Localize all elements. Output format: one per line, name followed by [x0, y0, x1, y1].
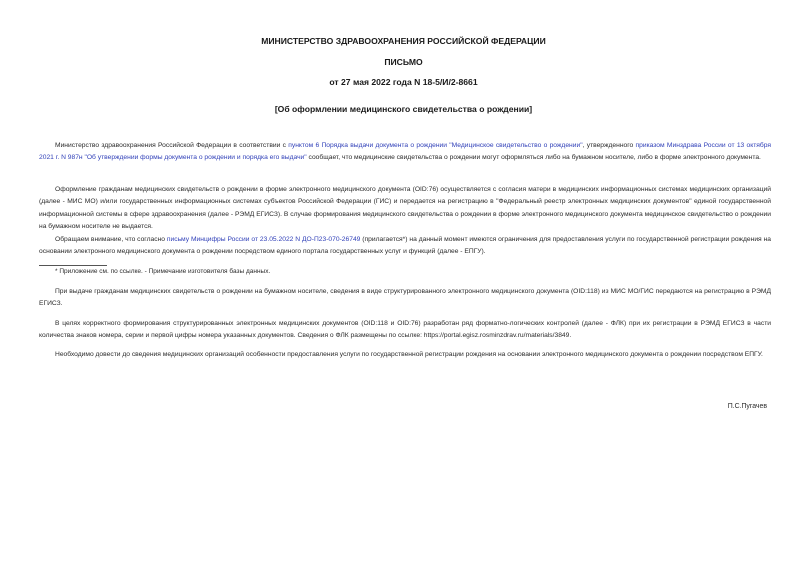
paragraph-1 — [39, 140, 771, 165]
document-title: [Об оформлении медицинского свидетельства о рождении] — [274, 104, 533, 114]
paragraph-3 — [39, 234, 771, 259]
paragraph-2 — [39, 184, 771, 234]
paragraph-5-text: В целях корректного формирования структурированных электронных медицинских документов (OID:118 и OID:76) разработан ряд форматно-логических контролей (далее - ФЛК) при их регистрации в РЭМД ЕГИСЗ в части количества знаков номера, серии и первой цифры номера указанных документов. Сведения о ФЛК размещены по ссылке: https://portal.egisz.rosminzdrav.ru/materials/3849. — [39, 320, 771, 340]
signature: П.С.Пугачев — [727, 403, 767, 410]
paragraph-5 — [39, 318, 771, 343]
paragraph-2-text: Оформление гражданам медицинских свидетельств о рождении в форме электронного медицинского документа (OID:76) осуществляется с согласия матери в медицинских информационных системах медицинских организаций (далее - МИС МО) и/или государственных информационных системах субъектов Российской Федерации (ГИС) и передается на регистрацию в "Федеральный реестр электронных медицинских документов" единой государственной информационной системы в сфере здравоохранения (далее - РЭМД ЕГИСЗ). В случае формирования медицинского свидетельства о рождении в форме электронного медицинского документа медицинское свидетельство о рождении на бумажном носителе не выдается. — [39, 186, 771, 231]
link-birth-certificate-procedure[interactable]: пунктом 6 Порядка выдачи документа о рождении "Медицинское свидетельство о рождении" — [288, 142, 583, 149]
ministry-heading: МИНИСТЕРСТВО ЗДРАВООХРАНЕНИЯ РОССИЙСКОЙ ФЕДЕРАЦИИ — [261, 36, 546, 46]
paragraph-3-text-a: Обращаем внимание, что согласно — [55, 236, 167, 243]
paragraph-6 — [39, 349, 771, 361]
paragraph-1-text-c: сообщает, что медицинские свидетельства о рождении могут оформляться либо на бумажном носителе, либо в форме электронного документа. — [306, 154, 761, 162]
date-number-heading: от 27 мая 2022 года N 18-5/И/2-8661 — [329, 77, 478, 87]
footnote-divider — [39, 265, 107, 266]
paragraph-1-text-a: Министерство здравоохранения Российской Федерации в соответствии с — [55, 142, 289, 149]
link-ministry-order-987n[interactable]: приказом Минздрава России от 13 октября 2021 г. N 987н "Об утверждении формы документа о рождении и порядка его выдачи" — [39, 142, 772, 162]
paragraph-6-text: Необходимо довести до сведения медицинских организаций особенности предоставления услуги по государственной регистрации рождения на основании электронного медицинского документа о рождении посредством ЕПГУ. — [55, 351, 763, 358]
paragraph-4 — [39, 286, 771, 311]
paragraph-1-text-b: , утвержденного — [582, 142, 636, 149]
document-type-heading: ПИСЬМО — [384, 57, 423, 67]
paragraph-3-text-b: (прилагается*) на данный момент имеются ограничения для предоставления услуги по государственной регистрации рождения на основании электронного медицинского документа о рождении посредством единого портала государственных услуг и функций (далее - ЕПГУ). — [39, 236, 771, 256]
link-mintsifry-letter[interactable]: письму Минцифры России от 23.05.2022 N ДО-П23-070-26749 — [166, 236, 361, 243]
paragraph-4-text: При выдаче гражданам медицинских свидетельств о рождении на бумажном носителе, сведения в виде структурированного электронного медицинского документа (OID:118) из МИС МО/ГИС передаются на регистрацию в РЭМД ЕГИСЗ. — [39, 288, 771, 308]
footnote: * Приложение см. по ссылке. - Примечание изготовителя базы данных. — [55, 268, 271, 275]
